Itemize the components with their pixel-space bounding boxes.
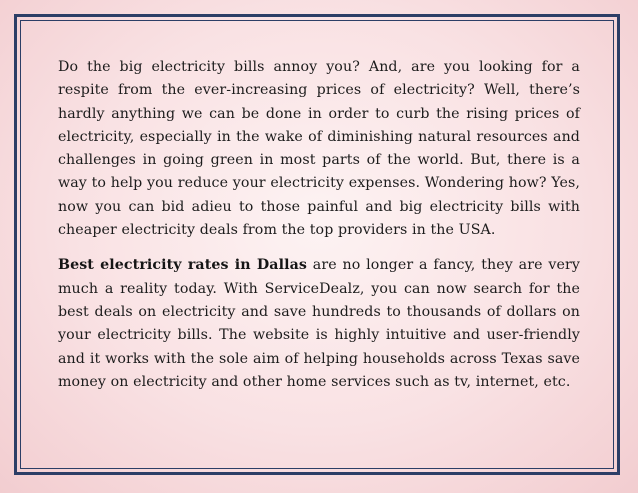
paragraph-dallas	[58, 254, 580, 394]
paragraph-dallas-text: are no longer a fancy, they are very much a reality today. With ServiceDealz, you can now search for the best deals on electricity and save hundreds to thousands of dollars on your electricity bills. The website is highly intuitive and user-friendly and it works with the sole aim of helping households across Texas save money on electricity and other home services such as tv, internet, etc.	[58, 257, 580, 390]
best-electricity-rates-link[interactable]: Best electricity rates in Dallas	[58, 257, 307, 274]
document-body	[58, 56, 580, 394]
paragraph-intro: Do the big electricity bills annoy you? And, are you looking for a respite from the ever-increasing prices of electricity? Well, there’s hardly anything we can be done in order to curb the rising prices of electricity, especially in the wake of diminishing natural resources and challenges in going green in most parts of the world. But, there is a way to help you reduce your electricity expenses. Wondering how? Yes, now you can bid adieu to those painful and big electricity bills with cheaper electricity deals from the top providers in the USA.	[58, 59, 580, 239]
